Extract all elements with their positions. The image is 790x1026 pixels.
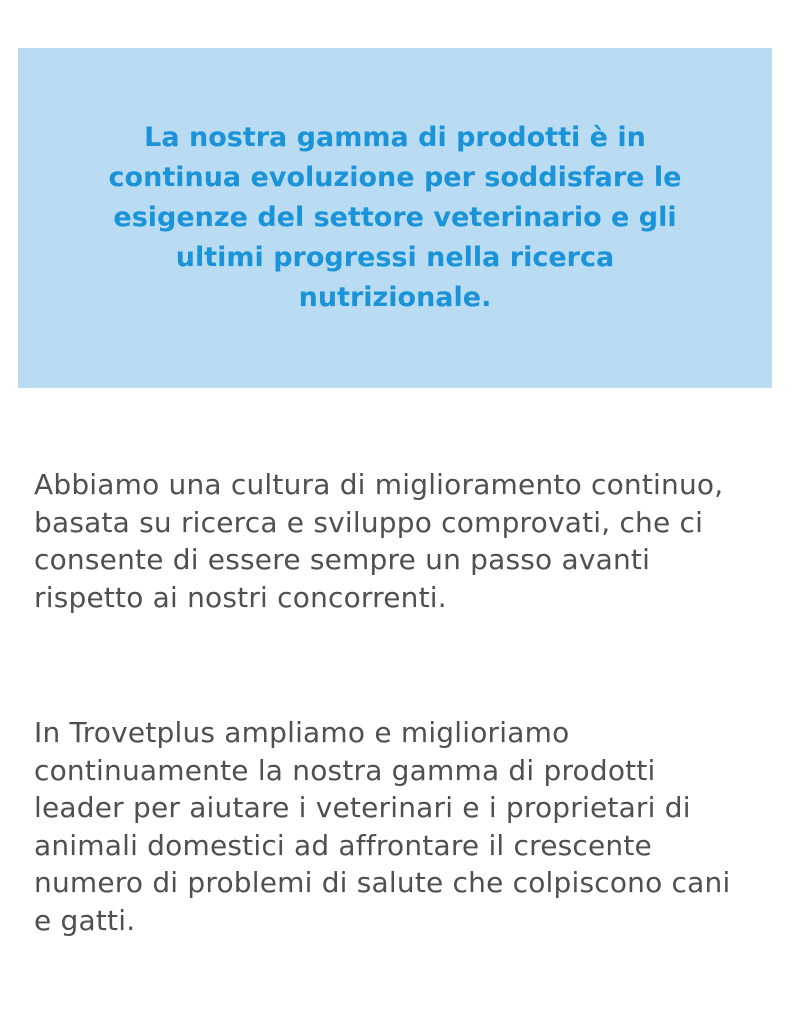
highlight-callout-box (18, 48, 772, 388)
body-paragraph-improvement: Abbiamo una cultura di miglioramento continuo, basata su ricerca e sviluppo comprovati, che ci consente di essere sempre un passo avanti rispetto ai nostri concorrenti. (34, 468, 724, 614)
callout-text: La nostra gamma di prodotti è in continua evoluzione per soddisfare le esigenze del settore veterinario e gli ultimi progressi nella ricerca nutrizionale. (108, 122, 682, 313)
body-paragraph-trovetplus: In Trovetplus ampliamo e miglioriamo continuamente la nostra gamma di prodotti leader per aiutare i veterinari e i proprietari di animali domestici ad affrontare il crescente numero di problemi di salute che colpiscono cani e gatti. (34, 716, 731, 937)
